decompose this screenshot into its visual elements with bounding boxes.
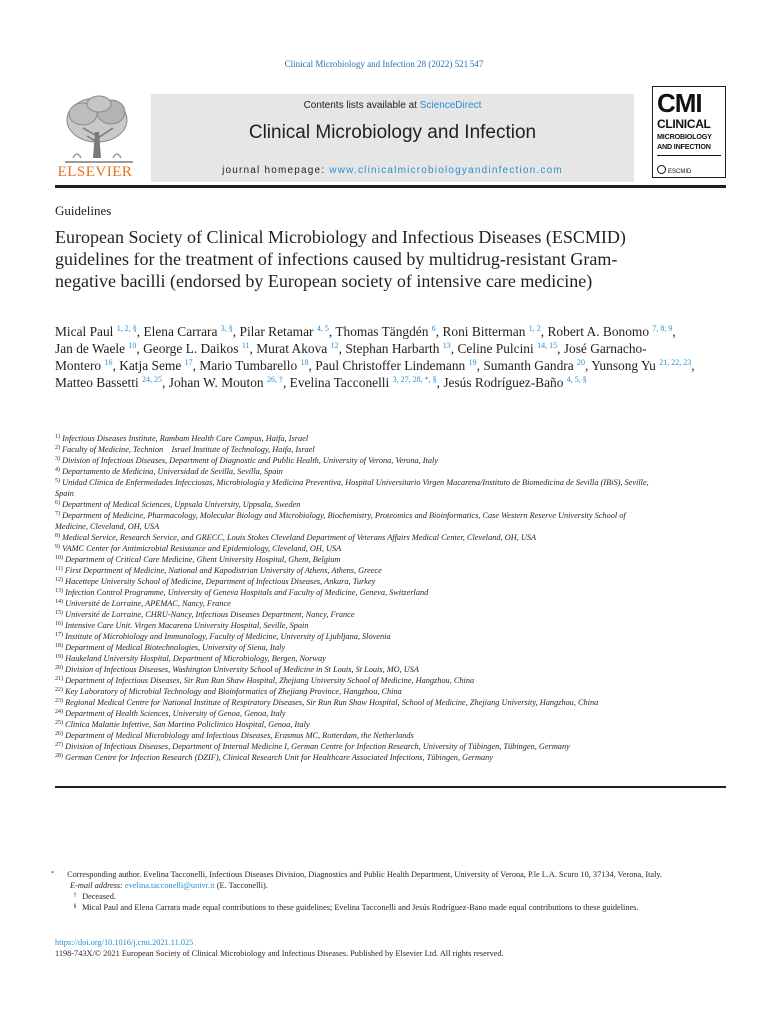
footnote-mark: †	[73, 893, 77, 899]
article-title: European Society of Clinical Microbiology and Infectious Diseases (ESCMID) guidelines for the treatment of infections caused by multidrug-resistant Gram-negative bacilli (endorsed by European society of intensive care medicine)	[55, 227, 626, 291]
affiliation	[55, 741, 655, 752]
author-separator: ,	[282, 375, 290, 390]
affiliation-number: 8)	[55, 533, 60, 539]
affiliation-number: 28)	[55, 753, 63, 759]
affiliation-text: Université de Lorraine, APEMAC, Nancy, France	[65, 599, 231, 608]
affiliation-text: Intensive Care Unit. Virgen Macarena University Hospital, Seville, Spain	[65, 621, 309, 630]
author-affiliation-refs[interactable]: 21, 22, 23	[659, 358, 692, 367]
author-separator: ,	[557, 341, 564, 356]
author[interactable]: Paul Christoffer Lindemann	[315, 358, 466, 373]
affiliation-text: Department of Medical Sciences, Uppsala University, Uppsala, Sweden	[62, 500, 301, 509]
affiliation-text: Department of Health Sciences, University of Genoa, Genoa, Italy	[65, 709, 286, 718]
affiliation	[55, 697, 655, 708]
affiliation-text: Department of Critical Care Medicine, Ghent University Hospital, Ghent, Belgium	[65, 555, 341, 564]
author-affiliation-refs[interactable]: 6	[431, 324, 436, 333]
front-matter-divider	[55, 786, 726, 788]
author-affiliation-refs[interactable]: 17	[184, 358, 193, 367]
author-separator: ,	[672, 324, 676, 339]
author-separator: ,	[192, 358, 200, 373]
author-separator: ,	[112, 358, 120, 373]
affiliation-text: VAMC Center for Antimicrobial Resistance and Epidemiology, Cleveland, OH, USA	[62, 544, 342, 553]
masthead-divider	[55, 185, 726, 188]
affiliation-number: 21)	[55, 676, 63, 682]
author[interactable]: Sumanth Gandra	[483, 358, 574, 373]
deceased-note	[55, 891, 728, 902]
affiliation-text: First Department of Medicine, National and Kapodistrian University of Athens, Athens, Greece	[64, 566, 382, 575]
affiliation-text: Université de Lorraine, CHRU-Nancy, Infectious Diseases Department, Nancy, France	[65, 610, 355, 619]
author[interactable]: Robert A. Bonomo	[547, 324, 650, 339]
affiliation	[55, 477, 655, 499]
affiliation	[55, 576, 655, 587]
author-affiliation-refs[interactable]: 16	[104, 358, 113, 367]
author-affiliation-refs[interactable]: 4, 5	[316, 324, 329, 333]
affiliation	[55, 499, 655, 510]
affiliation-number: 13)	[55, 588, 63, 594]
running-head: Clinical Microbiology and Infection 28 (2022) 521 547	[284, 59, 484, 69]
affiliation-number: 27)	[55, 742, 63, 748]
author[interactable]: Evelina Tacconelli	[289, 375, 390, 390]
doi-link[interactable]: https://doi.org/10.1016/j.cmi.2021.11.025	[55, 938, 194, 947]
author-affiliation-refs[interactable]: 1, 2, §	[116, 324, 137, 333]
author-affiliation-refs[interactable]: 19	[468, 358, 477, 367]
author-affiliation-refs[interactable]: 11	[241, 341, 250, 350]
author-separator: ,	[249, 341, 257, 356]
author-affiliation-refs[interactable]: 12	[330, 341, 339, 350]
affiliation-text: Infection Control Programme, University of Geneva Hospitals and Faculty of Medicine, Geneva, Switzerland	[65, 588, 429, 597]
cover-society	[657, 165, 691, 175]
author[interactable]: Johan W. Mouton	[168, 375, 264, 390]
affiliation-number: 7)	[55, 511, 60, 517]
author-separator: ,	[585, 358, 592, 373]
author-affiliation-refs[interactable]: 4, 5, §	[566, 375, 587, 384]
cover-line-2: MICROBIOLOGY	[657, 132, 712, 141]
author-affiliation-refs[interactable]: 24, 25	[142, 375, 163, 384]
affiliation	[55, 752, 655, 763]
homepage-link[interactable]: www.clinicalmicrobiologyandinfection.com	[329, 165, 563, 176]
author-separator: ,	[540, 324, 548, 339]
affiliation-number: 14)	[55, 599, 63, 605]
affiliation-text: Department of Medical Microbiology and Infectious Diseases, Erasmus MC, Rotterdam, the Netherlands	[65, 731, 414, 740]
affiliation	[55, 543, 655, 554]
author[interactable]: Stephan Harbarth	[345, 341, 440, 356]
affiliation-text: Key Laboratory of Microbial Technology and Bioinformatics of Zhejiang Province, Hangzhou, China	[65, 687, 402, 696]
affiliation-number: 1)	[55, 434, 60, 440]
author[interactable]: Roni Bitterman	[442, 324, 526, 339]
affiliation-text: Division of Infectious Diseases, Washington University School of Medicine in St Louis, St Louis, MO, USA	[65, 665, 419, 674]
cover-society-text: ESCMID	[668, 169, 692, 175]
affiliation	[55, 587, 655, 598]
author-separator: ,	[162, 375, 169, 390]
affiliation	[55, 532, 655, 543]
corresponding-author-note	[51, 869, 728, 880]
affiliation-text: Infectious Diseases Institute, Rambam Health Care Campus, Haifa, Israel	[62, 434, 309, 443]
corresponding-author-text: Corresponding author. Evelina Tacconelli, Infectious Diseases Division, Diagnostics and Public Health Department, University of Verona, P.le L.A. Scuro 10, 37134, Verona, Italy.	[67, 870, 663, 879]
publisher-name: ELSEVIER	[57, 164, 133, 180]
author[interactable]: Murat Akova	[256, 341, 328, 356]
equal-contribution-note	[55, 902, 728, 913]
author-affiliation-refs[interactable]: 20	[577, 358, 586, 367]
footnotes	[51, 869, 728, 913]
contents-prefix: Contents lists available at	[303, 100, 420, 111]
author-affiliation-refs[interactable]: 10	[128, 341, 137, 350]
affiliation	[55, 730, 655, 741]
author[interactable]: Thomas Tängdén	[335, 324, 429, 339]
journal-title: Clinical Microbiology and Infection	[248, 122, 537, 143]
affiliation-number: 10)	[55, 555, 63, 561]
affiliation	[55, 598, 655, 609]
affiliation-number: 11)	[55, 566, 63, 572]
author[interactable]: George L. Daikos	[143, 341, 239, 356]
footnote-mark: *	[51, 871, 54, 877]
affiliation-number: 24)	[55, 709, 63, 715]
affiliation	[55, 466, 655, 477]
journal-cover-thumbnail	[652, 86, 726, 178]
sciencedirect-link[interactable]: ScienceDirect	[419, 100, 482, 111]
author-list	[55, 323, 695, 391]
contents-line	[151, 100, 634, 111]
author[interactable]: Celine Pulcini	[457, 341, 534, 356]
author-separator: ,	[136, 341, 144, 356]
author-affiliation-refs[interactable]: 14, 15	[537, 341, 558, 350]
email-link[interactable]: evelina.tacconelli@univr.it	[125, 881, 215, 890]
affiliation	[55, 653, 655, 664]
affiliation-number: 5)	[55, 478, 60, 484]
affiliation	[55, 565, 655, 576]
author-separator: ,	[136, 324, 144, 339]
affiliation-number: 22)	[55, 687, 63, 693]
affiliation	[55, 686, 655, 697]
affiliation	[55, 620, 655, 631]
affiliation-text: German Centre for Infection Research (DZIF), Clinical Research Unit for Healthcare Associated Infections, Tübingen, Germany	[65, 753, 493, 762]
affiliation-text: Division of Infectious Diseases, Department of Diagnostic and Public Health, University of Verona, Verona, Italy	[62, 456, 438, 465]
author-separator: ,	[450, 341, 458, 356]
affiliation-text: Departamento de Medicina, Universidad de Sevilla, Sevilla, Spain	[62, 467, 283, 476]
homepage-line	[151, 165, 634, 176]
deceased-text: Deceased.	[82, 892, 116, 901]
affiliation	[55, 455, 655, 466]
article-type: Guidelines	[55, 203, 112, 218]
author-separator: ,	[435, 324, 443, 339]
affiliation	[55, 719, 655, 730]
affiliation-number: 19)	[55, 654, 63, 660]
author-affiliation-refs[interactable]: 7, 8, 9	[652, 324, 673, 333]
cover-line-1: CLINICAL	[657, 117, 711, 131]
affiliation-text: Hacettepe University School of Medicine, Department of Infectious Diseases, Ankara, Turkey	[65, 577, 376, 586]
author-separator: ,	[232, 324, 240, 339]
author[interactable]: Jan de Waele	[55, 341, 126, 356]
affiliation-text: Institute of Microbiology and Immunology, Faculty of Medicine, University of Ljubljana, Slovenia	[65, 632, 391, 641]
author[interactable]: José Garnacho-Montero	[55, 341, 647, 373]
affiliation-number: 4)	[55, 467, 60, 473]
author[interactable]: Mario Tumbarello	[199, 358, 298, 373]
email-label: E-mail address:	[70, 881, 123, 890]
author[interactable]: Matteo Bassetti	[55, 375, 139, 390]
affiliation-number: 20)	[55, 665, 63, 671]
affiliation	[55, 631, 655, 642]
affiliation	[55, 642, 655, 653]
affiliation-number: 16)	[55, 621, 63, 627]
affiliation-number: 3)	[55, 456, 60, 462]
affiliation-text: Department of Medicine, Pharmacology, Molecular Biology and Microbiology, Biochemistry, Proteomics and Bioinformatics, Case Western Reserve University School of Medicine, Cleveland, OH, USA	[55, 511, 626, 531]
affiliation-number: 26)	[55, 731, 63, 737]
affiliation	[55, 554, 655, 565]
author-separator: ,	[308, 358, 316, 373]
footnote-mark: §	[73, 904, 77, 910]
homepage-prefix: journal homepage:	[222, 165, 330, 176]
author-affiliation-refs[interactable]: 1, 2	[528, 324, 541, 333]
affiliation-number: 23)	[55, 698, 63, 704]
affiliation-text: Medical Service, Research Service, and GRECC, Louis Stokes Cleveland Department of Veterans Affairs Medical Center, Cleveland, OH, USA	[62, 533, 537, 542]
affiliation	[55, 664, 655, 675]
affiliation-text: Department of Infectious Diseases, Sir Run Run Shaw Hospital, Zhejiang University School of Medicine, Hangzhou, China	[65, 676, 475, 685]
author-affiliation-refs[interactable]: 3, §	[220, 324, 233, 333]
affiliation-number: 25)	[55, 720, 63, 726]
affiliation-number: 15)	[55, 610, 63, 616]
author-separator: ,	[338, 341, 346, 356]
author-affiliation-refs[interactable]: 3, 27, 28, *, §	[392, 375, 437, 384]
author[interactable]: Katja Seme	[119, 358, 182, 373]
affiliation-number: 9)	[55, 544, 60, 550]
author-separator: ,	[328, 324, 336, 339]
affiliation-number: 17)	[55, 632, 63, 638]
author-affiliation-refs[interactable]: 13	[442, 341, 451, 350]
escmid-logo-icon	[657, 165, 666, 174]
copyright-line: 1198-743X/© 2021 European Society of Clinical Microbiology and Infectious Diseases. Published by Elsevier Ltd. All rights reserved.	[55, 949, 504, 958]
affiliation-text: Division of Infectious Diseases, Department of Internal Medicine I, German Centre for Infection Research, University of Tübingen, Tübingen, Germany	[65, 742, 570, 751]
cover-divider	[657, 155, 721, 156]
author[interactable]: Jesús Rodríguez-Baño	[443, 375, 564, 390]
affiliation-text: Faculty of Medicine, Technion Israel Institute of Technology, Haifa, Israel	[62, 445, 315, 454]
affiliation-text: Haukeland University Hospital, Department of Microbiology, Bergen, Norway	[65, 654, 326, 663]
cover-cmi: CMI	[657, 88, 702, 118]
affiliation-number: 18)	[55, 643, 63, 649]
affiliation-text: Unidad Clínica de Enfermedades Infecciosas, Microbiología y Medicina Preventiva, Hospital Universitario Virgen Macarena/Instituto de Biomedicina de Sevilla (IBiS), Seville, Spain	[55, 478, 649, 498]
affiliation	[55, 708, 655, 719]
author[interactable]: Yunsong Yu	[591, 358, 656, 373]
author[interactable]: Elena Carrara	[143, 324, 218, 339]
author[interactable]: Mical Paul	[55, 324, 114, 339]
equal-contribution-text: Mical Paul and Elena Carrara made equal contributions to these guidelines; Evelina Tacconelli and Jesús Rodríguez-Bano made equal contributions to these guidelines.	[82, 903, 639, 912]
cover-line-3: AND INFECTION	[657, 142, 711, 151]
journal-banner	[151, 94, 634, 182]
affiliation	[55, 609, 655, 620]
journal-masthead	[55, 86, 727, 184]
author-separator: ,	[691, 358, 695, 373]
affiliation	[55, 444, 655, 455]
affiliation-text: Clinica Malattie Infettive, San Martino Policlinico Hospital, Genoa, Italy	[65, 720, 310, 729]
author-affiliation-refs[interactable]: 26, †	[266, 375, 283, 384]
affiliation-text: Department of Medical Biotechnologies, University of Siena, Italy	[65, 643, 286, 652]
affiliation-list	[55, 433, 655, 763]
email-note	[55, 880, 728, 891]
affiliation	[55, 510, 655, 532]
affiliation-number: 2)	[55, 445, 60, 451]
affiliation-text: Regional Medical Centre for National Institute of Respiratory Diseases, Sir Run Run Shaw Hospital, School of Medicine, Zhejiang University, Hangzhou, China	[65, 698, 599, 707]
email-suffix: (E. Tacconelli).	[214, 881, 268, 890]
author[interactable]: Pilar Retamar	[239, 324, 314, 339]
author-separator: ,	[436, 375, 444, 390]
author-affiliation-refs[interactable]: 18	[300, 358, 309, 367]
author-separator: ,	[476, 358, 484, 373]
affiliation	[55, 433, 655, 444]
affiliation-number: 12)	[55, 577, 63, 583]
affiliation-number: 6)	[55, 500, 60, 506]
affiliation	[55, 675, 655, 686]
